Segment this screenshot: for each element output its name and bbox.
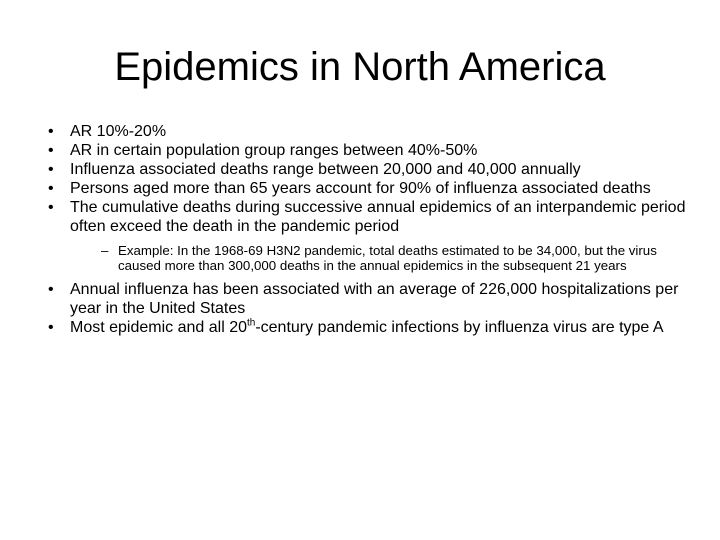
sub-bullet-example	[101, 243, 688, 273]
slide-body	[48, 122, 688, 337]
bullet-text-before: Most epidemic and all 20	[70, 319, 247, 336]
bullet-cumulative-deaths	[48, 198, 688, 236]
bullet-dot-icon: •	[48, 161, 54, 178]
bullet-dot-icon: •	[48, 281, 54, 298]
dash-icon: –	[101, 243, 109, 258]
bullet-text	[70, 319, 664, 336]
bullet-dot-icon: •	[48, 180, 54, 197]
bullet-dot-icon: •	[48, 142, 54, 159]
slide-title: Epidemics in North America	[114, 45, 606, 89]
bullet-text: Annual influenza has been associated with an average of 226,000 hospitalizations per year in the United States	[70, 281, 679, 317]
bullet-dot-icon: •	[48, 123, 54, 140]
bullet-text: AR in certain population group ranges between 40%-50%	[70, 142, 478, 159]
bullet-text: The cumulative deaths during successive annual epidemics of an interpandemic period often exceed the death in the pandemic period	[70, 199, 686, 235]
bullet-text: Influenza associated deaths range between 20,000 and 40,000 annually	[70, 161, 581, 178]
sub-bullet-text: Example: In the 1968-69 H3N2 pandemic, total deaths estimated to be 34,000, but the virus caused more than 300,000 deaths in the annual epidemics in the subsequent 21 years	[118, 243, 657, 273]
bullet-hospitalizations	[48, 280, 688, 318]
bullet-elderly-share	[48, 179, 688, 198]
bullet-population-group	[48, 141, 688, 160]
bullet-text: Persons aged more than 65 years account for 90% of influenza associated deaths	[70, 180, 651, 197]
bullet-dot-icon: •	[48, 199, 54, 216]
bullet-attack-rate	[48, 122, 688, 141]
ordinal-superscript: th	[246, 317, 256, 329]
bullet-dot-icon: •	[48, 319, 54, 336]
bullet-text-after: -century pandemic infections by influenza virus are type A	[255, 319, 664, 336]
bullet-associated-deaths	[48, 160, 688, 179]
bullet-type-a	[48, 318, 688, 337]
bullet-text: AR 10%-20%	[70, 123, 167, 140]
